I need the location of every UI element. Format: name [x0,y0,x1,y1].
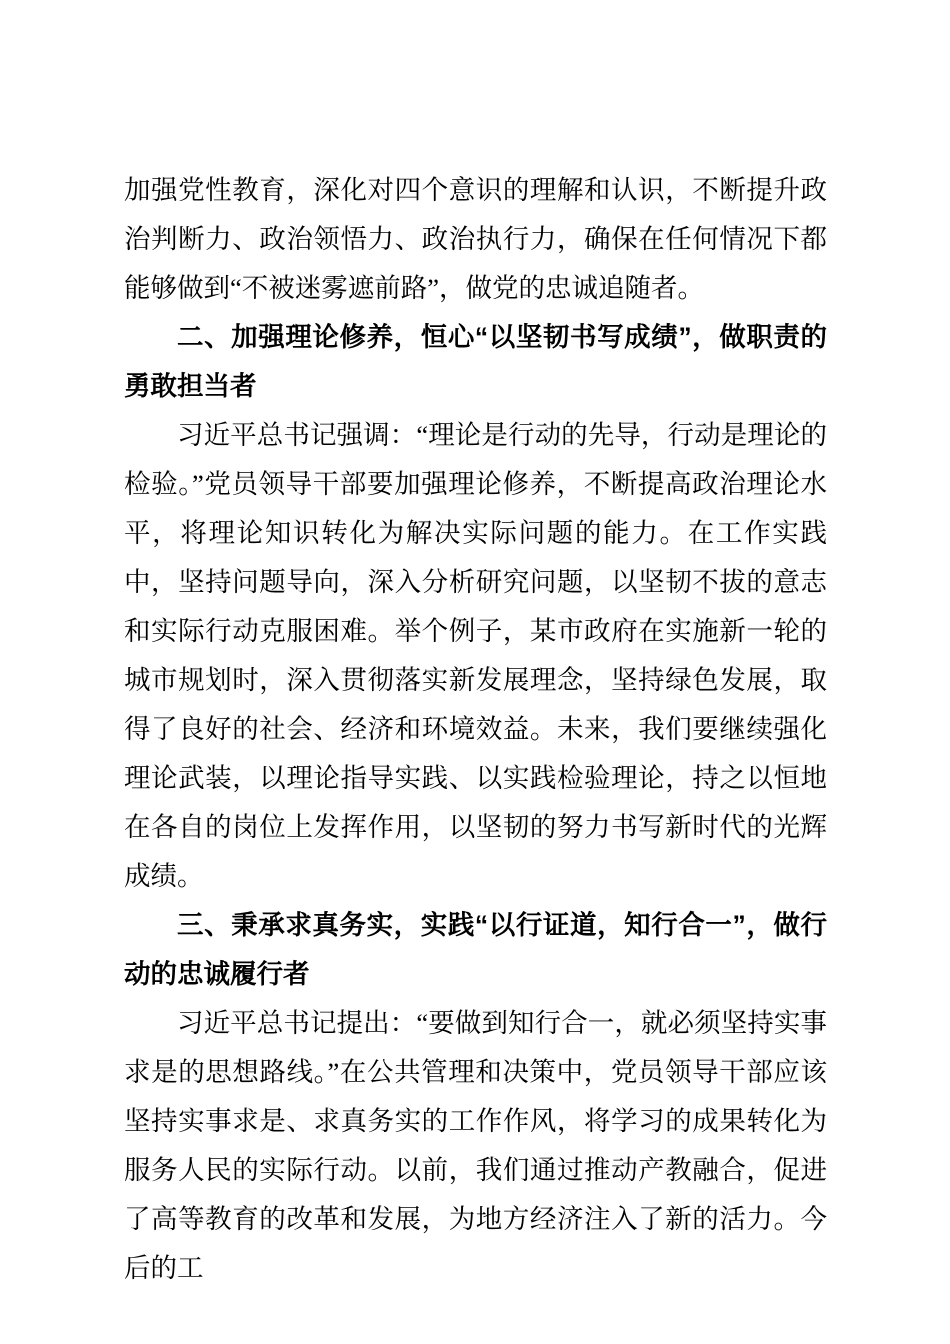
paragraph-continuation: 加强党性教育，深化对四个意识的理解和认识，不断提升政治判断力、政治领悟力、政治执行力，确保在任何情况下都能够做到“不被迷雾遮前路”，做党的忠诚追随者。 [124,175,827,303]
paragraph-section-2: 习近平总书记强调：“理论是行动的先导，行动是理论的检验。”党员领导干部要加强理论修养，不断提高政治理论水平，将理论知识转化为解决实际问题的能力。在工作实践中，坚持问题导向，深入分析研究问题，以坚韧不拔的意志和实际行动克服困难。举个例子，某市政府在实施新一轮的城市规划时，深入贯彻落实新发展理念，坚持绿色发展，取得了良好的社会、经济和环境效益。未来，我们要继续强化理论武装，以理论指导实践、以实践检验理论，持之以恒地在各自的岗位上发挥作用，以坚韧的努力书写新时代的光辉成绩。 [124,420,827,891]
paragraph-section-3: 习近平总书记提出：“要做到知行合一，就必须坚持实事求是的思想路线。”在公共管理和决策中，党员领导干部应该坚持实事求是、求真务实的工作作风，将学习的成果转化为服务人民的实际行动。以前，我们通过推动产教融合，促进了高等教育的改革和发展，为地方经济注入了新的活力。今后的工 [124,1008,827,1283]
document-body [124,166,827,1293]
section-heading-2: 二、加强理论修养，恒心“以坚韧书写成绩”，做职责的勇敢担当者 [124,322,827,401]
section-heading-3: 三、秉承求真务实，实践“以行证道，知行合一”，做行动的忠诚履行者 [124,910,827,989]
